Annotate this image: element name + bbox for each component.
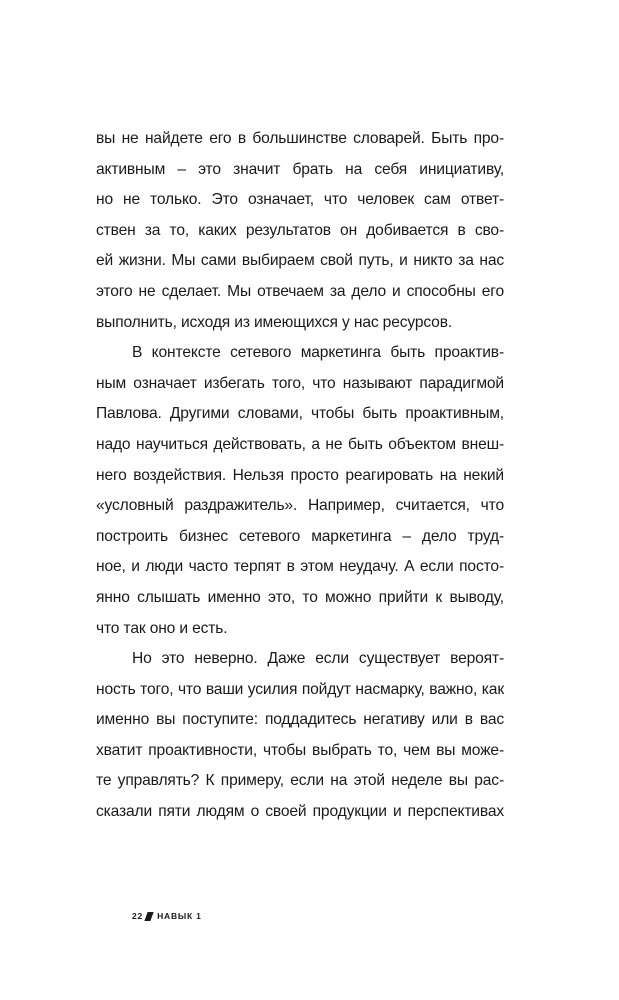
paragraph-first-line: В контексте сетевого маркетинга быть проактив-: [132, 344, 504, 362]
text-line: что так оно и есть.: [96, 619, 228, 637]
body-text: [96, 124, 504, 828]
text-line: вы не найдете его в большинстве словарей. Быть про-: [96, 130, 504, 147]
text-line: те управлять? К примеру, если на этой неделе вы рас-: [96, 772, 504, 790]
text-line: построить бизнес сетевого маркетинга – дело труд-: [96, 527, 504, 545]
text-line: этого не сделает. Мы отвечаем за дело и способны его: [96, 282, 504, 300]
text-line: ным означает избегать того, что называют парадигмой: [96, 374, 504, 392]
text-line: ность того, что ваши усилия пойдут насмарку, важно, как: [96, 680, 504, 698]
page-footer: [132, 909, 202, 923]
paragraph-first-line: Но это неверно. Даже если существует вероят-: [132, 650, 504, 668]
text-line: выполнить, исходя из имеющихся у нас ресурсов.: [96, 313, 453, 331]
text-line: «условный раздражитель». Например, считается, что: [96, 497, 504, 515]
text-line: янно слышать именно это, то можно прийти к выводу,: [96, 588, 504, 606]
text-line: но не только. Это означает, что человек сам ответ-: [96, 191, 504, 209]
text-line: него воздействия. Нельзя просто реагировать на некий: [96, 466, 504, 484]
section-label: НАВЫК 1: [157, 911, 202, 921]
text-line: ствен за то, каких результатов он добивается в сво-: [96, 221, 504, 239]
text-line: ное, и люди часто терпят в этом неудачу. А если посто-: [96, 558, 504, 576]
text-line: Павлова. Другими словами, чтобы быть проактивным,: [96, 405, 504, 423]
page-number: 22: [132, 911, 144, 921]
text-line: хватит проактивности, чтобы выбрать то, чем вы може-: [96, 741, 504, 759]
text-line: сказали пяти людям о своей продукции и перспективах: [96, 803, 504, 821]
text-line: надо научиться действовать, а не быть объектом внеш-: [96, 435, 504, 453]
text-line: именно вы поступите: поддадитесь негативу или в вас: [96, 711, 504, 729]
slash-separator-icon: [144, 912, 153, 921]
text-line: ей жизни. Мы сами выбираем свой путь, и никто за нас: [96, 252, 504, 270]
text-line: активным – это значит брать на себя инициативу,: [96, 160, 504, 178]
